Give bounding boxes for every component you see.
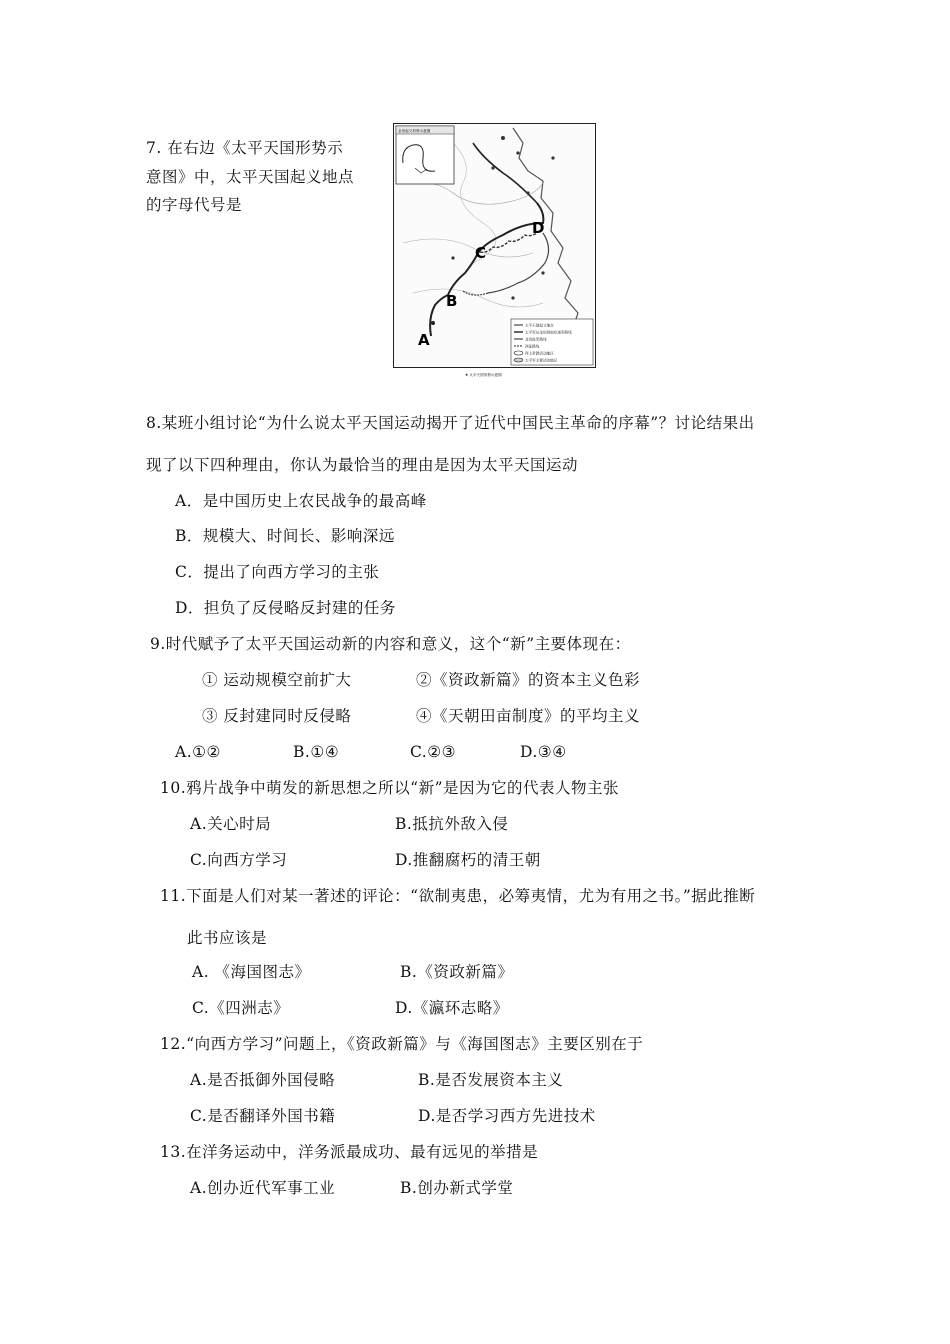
q9-option-d: D.③④ [520,743,567,761]
q9-option-c: C.②③ [410,743,457,761]
q11-stem-2: 此书应该是 [187,929,268,947]
q9-option-a: A.①② [175,743,221,761]
q9-item-1: ① 运动规模空前扩大 [202,671,352,689]
q12-stem: 12.“向西方学习”问题上，《资政新篇》与《海国图志》主要区别在于 [160,1035,644,1053]
q9-item-2: ②《资政新篇》的资本主义色彩 [416,671,641,689]
q7-line-1: 7. 在右边《太平天国形势示 [146,139,344,157]
q11-option-b: B.《资政新篇》 [400,963,514,981]
map-label-b: B [446,292,458,310]
q7-line-3: 的字母代号是 [146,196,243,214]
q11-option-a: A. 《海国图志》 [192,963,311,981]
q12-option-c: C.是否翻译外国书籍 [190,1107,336,1125]
q9-option-b: B.①④ [293,743,340,761]
map-label-d: D [532,219,545,237]
q10-option-b: B.抵抗外敌入侵 [395,815,509,833]
q13-option-a: A.创办近代军事工业 [190,1179,336,1197]
q7-line-2: 意图》中，太平天国起义地点 [146,168,355,186]
q8-option-d: D．担负了反侵略反封建的任务 [175,599,396,617]
q9-item-4: ④《天朝田亩制度》的平均主义 [416,707,641,725]
q11-option-c: C.《四洲志》 [192,999,290,1017]
q12-option-d: D.是否学习西方先进技术 [418,1107,596,1125]
map-caption: ★ 太平天国形势示意图 [465,373,502,377]
map-inset-title: 金田起义形势示意图 [398,129,431,133]
q8-option-a: A．是中国历史上农民战争的最高峰 [175,492,427,510]
q10-stem: 10.鸦片战争中萌发的新思想之所以“新”是因为它的代表人物主张 [160,779,620,797]
q10-option-d: D.推翻腐朽的清王朝 [395,851,541,869]
map-label-c: C [475,244,487,262]
taiping-map [393,123,596,380]
map-label-a: A [418,331,430,349]
map-legend-6: 太平军主要活动地区 [525,358,558,363]
q10-option-c: C.向西方学习 [190,851,288,869]
q9-item-3: ③ 反封建同时反侵略 [202,707,352,725]
q8-option-c: C．提出了向西方学习的主张 [175,563,380,581]
q8-stem-2: 现了以下四种理由，你认为最恰当的理由是因为太平天国运动 [146,456,579,474]
q12-option-a: A.是否抵御外国侵略 [190,1071,336,1089]
q13-option-b: B.创办新式学堂 [400,1179,514,1197]
map-legend-3: 北伐进军路线 [525,337,547,342]
q10-option-a: A.关心时局 [190,815,272,833]
map-legend-1: 太平天国起义地点 [525,323,554,328]
q9-stem: 9.时代赋予了太平天国运动新的内容和意义，这个“新”主要体现在： [150,635,631,653]
map-legend-5: 拜上帝教活动地区 [525,351,554,356]
map-legend-2: 太平军从金田到南京进军路线 [525,330,572,335]
map-legend-4: 西征路线 [525,344,540,349]
q11-stem-1: 11.下面是人们对某一著述的评论：“欲制夷患，必筹夷情，尤为有用之书。”据此推断 [160,887,756,905]
q12-option-b: B.是否发展资本主义 [418,1071,564,1089]
q8-stem-1: 8.某班小组讨论“为什么说太平天国运动揭开了近代中国民主革命的序幕”？讨论结果出 [146,414,755,432]
q13-stem: 13.在洋务运动中，洋务派最成功、最有远见的举措是 [160,1143,539,1161]
q11-option-d: D.《瀛环志略》 [395,999,509,1017]
q8-option-b: B．规模大、时间长、影响深远 [175,527,395,545]
